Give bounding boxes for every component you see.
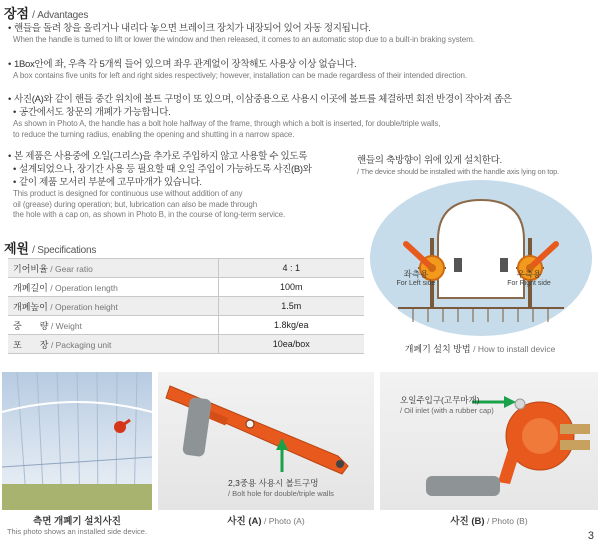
right-side-label: 우측용 For Right side bbox=[507, 269, 551, 287]
install-note bbox=[357, 152, 597, 176]
spec-value: 100m bbox=[218, 278, 364, 297]
advantage-4-en-line2: oil (grease) during operation; but, lubrication can also be made through bbox=[13, 199, 258, 209]
spec-label-en: / Operation height bbox=[50, 301, 118, 312]
advantage-2-en: A box contains five units for left and right sides respectively; however, installation can be made regardless of their intended direction. bbox=[13, 71, 468, 80]
install-note-ko: 핸들의 축방향이 위에 있게 설치한다. bbox=[357, 155, 502, 166]
left-side-label: 좌측용 For Left side bbox=[396, 269, 436, 287]
photo-b-callout: 오일주입구(고무마개) / Oil inlet (with a rubber cap) bbox=[400, 395, 494, 415]
advantage-3-ko-line1: • 사진(A)와 같이 핸들 중간 위치에 볼트 구멍이 또 있으며, 이삼중용으로 사용시 이곳에 볼트를 체결하면 회전 반경이 작아져 좁은 bbox=[8, 93, 594, 106]
installed-side-photo bbox=[2, 372, 152, 510]
advantage-item-3 bbox=[8, 93, 594, 140]
spec-label-ko: 포 장 bbox=[13, 339, 49, 350]
advantage-4-ko-line2: • 설계되었으나, 장기간 사용 등 필요할 때 오일 주입이 가능하도록 사진(B)와 bbox=[8, 163, 358, 176]
table-row bbox=[8, 316, 364, 335]
advantages-heading bbox=[4, 3, 88, 22]
spec-value: 1.8kg/ea bbox=[218, 316, 364, 335]
table-row bbox=[8, 259, 364, 278]
spec-value: 10ea/box bbox=[218, 335, 364, 354]
advantage-item-4 bbox=[8, 150, 358, 221]
handle-grip bbox=[426, 476, 500, 496]
spec-value: 4 : 1 bbox=[218, 259, 364, 278]
advantage-3-en-line2: to reduce the turning radius, enabling the opening and shutting in a narrow space. bbox=[13, 129, 295, 139]
photo-a-callout: 2,3중용 사용시 볼트구멍 / Bolt hole for double/triple walls bbox=[228, 478, 334, 498]
photo-b-caption: 사진 (B) / Photo (B) bbox=[450, 516, 528, 527]
specs-table bbox=[8, 258, 364, 354]
advantages-title-ko: 장점 bbox=[4, 6, 29, 21]
advantage-item-2 bbox=[8, 58, 594, 82]
table-row bbox=[8, 335, 364, 354]
spec-label-ko: 기어비율 bbox=[13, 263, 48, 274]
advantage-item-1 bbox=[8, 22, 594, 46]
photo-a-caption: 사진 (A) / Photo (A) bbox=[227, 516, 305, 527]
table-row bbox=[8, 278, 364, 297]
spec-label-en: / Operation length bbox=[50, 282, 118, 293]
spec-label-ko: 개폐높이 bbox=[13, 301, 48, 312]
spec-value: 1.5m bbox=[218, 297, 364, 316]
advantage-3-en-line1: As shown in Photo A, the handle has a bolt hole halfway of the frame, through which a bolt is inserted, for double/triple walls, bbox=[13, 119, 441, 128]
specs-title-ko: 제원 bbox=[4, 241, 29, 256]
spec-label-en: / Gear ratio bbox=[50, 263, 93, 274]
side-photo-caption: 측면 개폐기 설치사진 This photo shows an installed side device. bbox=[6, 516, 148, 536]
install-caption: 개폐기 설치 방법 / How to install device bbox=[404, 344, 556, 354]
spec-label-ko: 개폐길이 bbox=[13, 282, 48, 293]
page-number: 3 bbox=[587, 530, 594, 542]
spec-label-en: / Weight bbox=[50, 320, 82, 331]
photo-b bbox=[380, 372, 598, 510]
specs-title-en: / Specifications bbox=[32, 245, 97, 256]
advantage-3-ko-line2: • 공간에서도 창문의 개폐가 가능합니다. bbox=[8, 106, 594, 119]
advantage-2-ko: • 1Box안에 좌, 우측 각 5개씩 들어 있으며 좌우 관계없이 장착해도 사용상 이상 없습니다. bbox=[8, 58, 594, 71]
spec-label-en: / Packaging unit bbox=[50, 339, 112, 350]
advantage-4-ko-line1: • 본 제품은 사용중에 오일(그리스)을 추가로 주입하지 않고 사용할 수 있도록 bbox=[8, 150, 358, 163]
spec-label-ko: 중 량 bbox=[13, 320, 49, 331]
install-diagram bbox=[368, 178, 594, 338]
advantage-1-ko: • 핸들을 돌려 창을 올리거나 내리다 놓으면 브레이크 장치가 내장되어 있어 자동 정지됩니다. bbox=[8, 22, 594, 35]
advantage-1-en: When the handle is turned to lift or lower the window and then released, it comes to an automatic stop due to a built-in braking system. bbox=[13, 35, 475, 44]
advantage-4-en-line3: the hole with a cap on, as shown in Photo B, in the course of long-term service. bbox=[13, 210, 286, 219]
table-row bbox=[8, 297, 364, 316]
specs-heading bbox=[4, 238, 96, 257]
advantage-4-ko-line3: • 같이 제품 모서리 부분에 고무마개가 있습니다. bbox=[8, 176, 358, 189]
install-note-en: / The device should be installed with the handle axis lying on top. bbox=[357, 167, 560, 176]
advantages-title-en: / Advantages bbox=[32, 10, 89, 21]
advantage-4-en-line1: This product is designed for continuous use without addition of any bbox=[13, 189, 243, 198]
